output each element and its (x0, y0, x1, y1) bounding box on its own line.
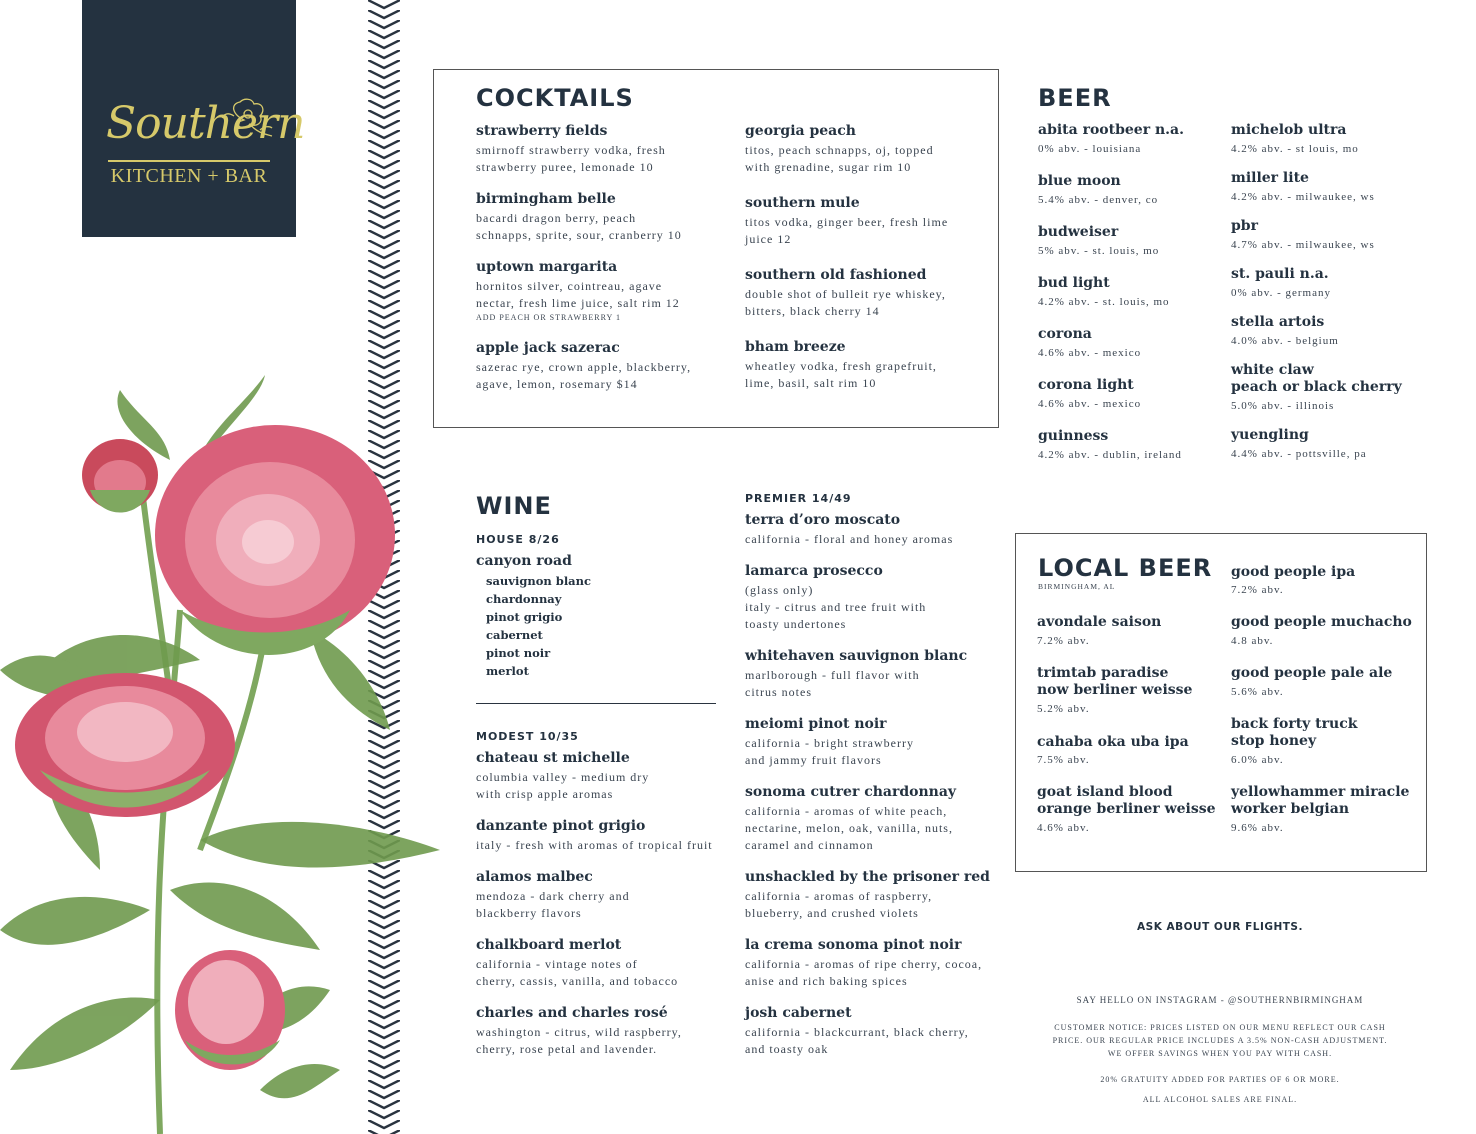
brand-script: Southern (106, 98, 305, 149)
peony-illustration (0, 370, 450, 1134)
beer-desc: 0% abv. - louisiana (1038, 143, 1142, 155)
cocktail-name: southern mule (745, 195, 860, 211)
wine-divider (476, 703, 716, 704)
wine-name: canyon road (476, 553, 572, 569)
cash-notice-line: WE OFFER SAVINGS WHEN YOU PAY WITH CASH. (1107, 1049, 1333, 1058)
wine-name: josh cabernet (745, 1005, 852, 1021)
local-beer-name: goat island blood (1037, 784, 1173, 800)
cash-notice-line: PRICE. OUR REGULAR PRICE INCLUDES A 3.5% NON-CASH ADJUSTMENT. (1052, 1036, 1388, 1045)
flights-note: ASK ABOUT OUR FLIGHTS. (1137, 921, 1303, 933)
wine-desc: california - aromas of ripe cherry, cocoa, (745, 957, 983, 971)
wine-name: unshackled by the prisoner red (745, 869, 990, 885)
brand-rule (108, 160, 270, 162)
wine-name: danzante pinot grigio (476, 818, 646, 834)
local-beer-desc: 4.6% abv. (1037, 822, 1090, 834)
wine-desc: blueberry, and crushed violets (745, 906, 919, 920)
cocktail-desc: smirnoff strawberry vodka, fresh (476, 143, 666, 157)
cocktail-desc: strawberry puree, lemonade 10 (476, 160, 654, 174)
local-beer-desc: 7.2% abv. (1037, 635, 1090, 647)
final-sale-note: ALL ALCOHOL SALES ARE FINAL. (1142, 1095, 1298, 1104)
beer-name: abita rootbeer n.a. (1038, 122, 1184, 138)
cocktail-name: bham breeze (745, 339, 846, 355)
cocktail-name: georgia peach (745, 123, 856, 139)
brand-subtitle: KITCHEN + BAR (110, 165, 268, 187)
local-beer-desc: 7.2% abv. (1231, 584, 1284, 596)
wine-name: sonoma cutrer chardonnay (745, 784, 957, 800)
local-beer-desc: 7.5% abv. (1037, 754, 1090, 766)
beer-name: yuengling (1231, 427, 1309, 443)
wine-varietal: merlot (486, 664, 529, 678)
beer-name: blue moon (1038, 173, 1121, 189)
local-beer-name-line2: stop honey (1231, 733, 1317, 749)
local-beer-name: trimtab paradise (1037, 665, 1169, 681)
wine-varietal: cabernet (486, 628, 543, 642)
beer-desc: 4.6% abv. - mexico (1038, 347, 1142, 359)
beer-desc: 4.2% abv. - milwaukee, ws (1231, 191, 1375, 203)
beer-name: budweiser (1038, 224, 1119, 240)
wine-desc: with crisp apple aromas (476, 787, 614, 801)
instagram-note: SAY HELLO ON INSTAGRAM - @SOUTHERNBIRMINGHAM (1076, 995, 1364, 1005)
beer-name-line2: peach or black cherry (1231, 379, 1402, 395)
cocktail-desc: titos, peach schnapps, oj, topped (745, 143, 934, 157)
local-beer-desc: 5.2% abv. (1037, 703, 1090, 715)
wine-varietal: chardonnay (486, 592, 562, 606)
beer-desc: 5.4% abv. - denver, co (1038, 194, 1159, 206)
beer-name: guinness (1038, 428, 1109, 444)
beer-name: bud light (1038, 275, 1110, 291)
cocktail-desc: schnapps, sprite, sour, cranberry 10 (476, 228, 682, 242)
wine-desc: italy - fresh with aromas of tropical fruit (476, 838, 713, 852)
beer-name: michelob ultra (1231, 122, 1347, 138)
wine-house-label: HOUSE 8/26 (476, 533, 560, 546)
cocktail-desc: juice 12 (745, 232, 792, 246)
wine-name: whitehaven sauvignon blanc (745, 648, 968, 664)
wine-name: charles and charles rosé (476, 1005, 668, 1021)
wine-modest-label: MODEST 10/35 (476, 730, 579, 743)
wine-desc: california - floral and honey aromas (745, 532, 954, 546)
wine-desc: nectarine, melon, oak, vanilla, nuts, (745, 821, 953, 835)
local-beer-name: good people muchacho (1231, 614, 1412, 630)
local-beer-desc: 9.6% abv. (1231, 822, 1284, 834)
wine-name: meiomi pinot noir (745, 716, 887, 732)
brand-logo (82, 0, 305, 237)
beer-desc: 5% abv. - st. louis, mo (1038, 245, 1160, 257)
wine-name: chalkboard merlot (476, 937, 622, 953)
gratuity-note: 20% GRATUITY ADDED FOR PARTIES OF 6 OR MORE. (1100, 1075, 1340, 1084)
wine-desc: blackberry flavors (476, 906, 582, 920)
wine-desc: marlborough - full flavor with (745, 668, 920, 682)
wine-title: WINE (476, 492, 552, 520)
local-beer-name-line2: worker belgian (1231, 801, 1349, 817)
wine-varietal: pinot grigio (486, 610, 563, 624)
cash-notice-line: CUSTOMER NOTICE: PRICES LISTED ON OUR MENU REFLECT OUR CASH (1054, 1023, 1386, 1032)
cocktail-desc: with grenadine, sugar rim 10 (745, 160, 912, 174)
beer-desc: 4.2% abv. - dublin, ireland (1038, 449, 1182, 461)
beer-desc: 4.2% abv. - st louis, mo (1231, 143, 1359, 155)
local-beer-name: avondale saison (1037, 614, 1162, 630)
wine-name: chateau st michelle (476, 750, 630, 766)
cocktail-desc: bitters, black cherry 14 (745, 304, 880, 318)
wine-desc: california - vintage notes of (476, 957, 638, 971)
wine-desc: and jammy fruit flavors (745, 753, 882, 767)
wine-desc: washington - citrus, wild raspberry, (476, 1025, 682, 1039)
wine-desc: toasty undertones (745, 617, 847, 631)
cocktail-desc: hornitos silver, cointreau, agave (476, 279, 663, 293)
wine-desc: cherry, rose petal and lavender. (476, 1042, 658, 1056)
local-beer-name: yellowhammer miracle (1231, 784, 1410, 800)
cocktails-title: COCKTAILS (476, 84, 634, 112)
wine-desc: (glass only) (745, 583, 814, 597)
cocktail-name: uptown margarita (476, 259, 618, 275)
beer-name: corona light (1038, 377, 1134, 393)
wine-name: alamos malbec (476, 869, 593, 885)
beer-title: BEER (1038, 84, 1112, 112)
beer-desc: 4.0% abv. - belgium (1231, 335, 1339, 347)
beer-desc: 4.2% abv. - st. louis, mo (1038, 296, 1170, 308)
wine-desc: and toasty oak (745, 1042, 829, 1056)
local-beer-name-line2: orange berliner weisse (1037, 801, 1216, 817)
cocktail-name: birmingham belle (476, 191, 616, 207)
wine-desc: california - blackcurrant, black cherry, (745, 1025, 969, 1039)
cocktail-name: apple jack sazerac (476, 340, 620, 356)
beer-name: st. pauli n.a. (1231, 266, 1329, 282)
beer-desc: 4.4% abv. - pottsville, pa (1231, 448, 1367, 460)
local-beer-name-line2: now berliner weisse (1037, 682, 1193, 698)
cocktail-name: strawberry fields (476, 123, 608, 139)
cocktail-name: southern old fashioned (745, 267, 927, 283)
wine-desc: california - bright strawberry (745, 736, 914, 750)
beer-name: white claw (1231, 362, 1314, 378)
cocktail-desc: nectar, fresh lime juice, salt rim 12 (476, 296, 680, 310)
cocktail-desc: sazerac rye, crown apple, blackberry, (476, 360, 692, 374)
wine-desc: california - aromas of white peach, (745, 804, 948, 818)
wine-desc: caramel and cinnamon (745, 838, 874, 852)
cocktail-desc: wheatley vodka, fresh grapefruit, (745, 359, 937, 373)
local-beer-location: BIRMINGHAM, AL (1038, 582, 1116, 591)
local-beer-name: back forty truck (1231, 716, 1358, 732)
wine-name: la crema sonoma pinot noir (745, 937, 962, 953)
wine-premier-label: PREMIER 14/49 (745, 492, 852, 505)
beer-desc: 0% abv. - germany (1231, 287, 1331, 299)
local-beer-name: good people pale ale (1231, 665, 1393, 681)
cocktail-desc: titos vodka, ginger beer, fresh lime (745, 215, 949, 229)
beer-name: stella artois (1231, 314, 1325, 330)
wine-name: terra d’oro moscato (745, 512, 901, 528)
local-beer-title: LOCAL BEER (1038, 554, 1213, 582)
wine-desc: anise and rich baking spices (745, 974, 908, 988)
local-beer-desc: 4.8 abv. (1231, 635, 1274, 647)
beer-desc: 4.6% abv. - mexico (1038, 398, 1142, 410)
cocktail-desc: agave, lemon, rosemary $14 (476, 377, 638, 391)
beer-desc: 4.7% abv. - milwaukee, ws (1231, 239, 1375, 251)
wine-desc: citrus notes (745, 685, 812, 699)
beer-name: corona (1038, 326, 1092, 342)
local-beer-name: cahaba oka uba ipa (1037, 734, 1189, 750)
local-beer-desc: 5.6% abv. (1231, 686, 1284, 698)
wine-desc: california - aromas of raspberry, (745, 889, 933, 903)
cocktail-desc: bacardi dragon berry, peach (476, 211, 637, 225)
wine-desc: columbia valley - medium dry (476, 770, 650, 784)
beer-desc: 5.0% abv. - illinois (1231, 400, 1335, 412)
wine-desc: italy - citrus and tree fruit with (745, 600, 927, 614)
local-beer-name: good people ipa (1231, 564, 1356, 580)
wine-name: lamarca prosecco (745, 563, 883, 579)
beer-name: miller lite (1231, 170, 1309, 186)
cocktail-desc: lime, basil, salt rim 10 (745, 376, 877, 390)
beer-name: pbr (1231, 218, 1258, 234)
wine-varietal: sauvignon blanc (486, 574, 591, 588)
wine-desc: mendoza - dark cherry and (476, 889, 630, 903)
local-beer-desc: 6.0% abv. (1231, 754, 1284, 766)
wine-varietal: pinot noir (486, 646, 551, 660)
cocktail-note: ADD PEACH OR STRAWBERRY 1 (476, 313, 621, 322)
wine-desc: cherry, cassis, vanilla, and tobacco (476, 974, 679, 988)
cocktail-desc: double shot of bulleit rye whiskey, (745, 287, 946, 301)
